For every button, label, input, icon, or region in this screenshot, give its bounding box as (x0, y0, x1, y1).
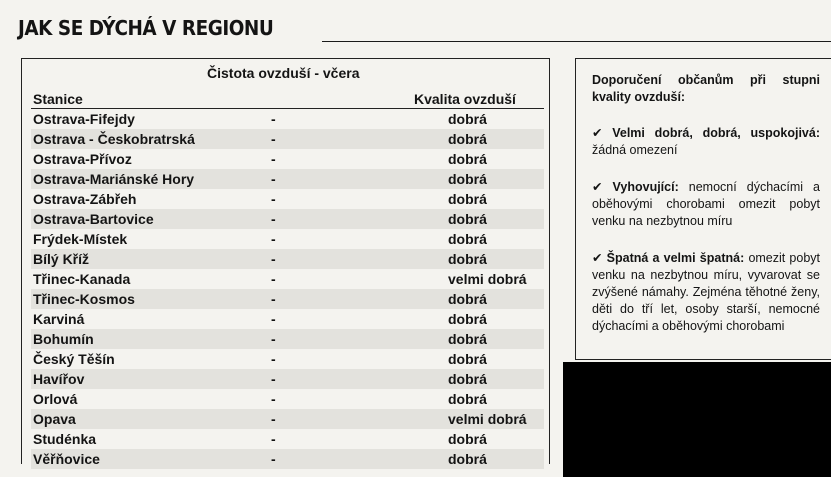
table-row (31, 189, 544, 209)
station-quality: dobrá (448, 251, 487, 267)
station-name: Karviná (33, 311, 85, 327)
headline-rule (322, 41, 831, 42)
station-name: Ostrava - Českobratrská (33, 131, 195, 147)
station-name: Bílý Kříž (33, 251, 90, 267)
advice-item-text: nemocní dýchacími a oběhovými chorobami omezit pobyt venku na nezbytnou míru (592, 180, 820, 228)
station-quality: velmi dobrá (448, 411, 527, 427)
station-dash: - (271, 451, 276, 467)
station-quality: velmi dobrá (448, 271, 527, 287)
table-title: Čistota ovzduší - včera (207, 65, 360, 81)
table-row (31, 409, 544, 429)
station-dash: - (271, 351, 276, 367)
station-quality: dobrá (448, 311, 487, 327)
check-icon: ✔ (592, 179, 603, 194)
station-name: Třinec-Kanada (33, 271, 131, 287)
table-row (31, 329, 544, 349)
station-name: Orlová (33, 391, 78, 407)
table-row (31, 269, 544, 289)
table-row (31, 169, 544, 189)
table-row (31, 369, 544, 389)
advice-intro: Doporučení občanům při stupni kvality ovzduší: (592, 73, 820, 104)
station-name: Ostrava-Přívoz (33, 151, 132, 167)
station-name: Opava (33, 411, 76, 427)
table-row (31, 149, 544, 169)
headline: JAK SE DÝCHÁ V REGIONU (18, 16, 274, 40)
station-name: Český Těšín (33, 351, 115, 367)
advice-item-very-good (592, 124, 820, 159)
station-quality: dobrá (448, 151, 487, 167)
table-row (31, 389, 544, 409)
advice-item-label: Velmi dobrá, dobrá, uspokojivá: (612, 126, 820, 140)
advice-item-label: Vyhovující: (612, 180, 679, 194)
station-dash: - (271, 231, 276, 247)
table-row (31, 229, 544, 249)
station-quality: dobrá (448, 171, 487, 187)
advice-item-label: Špatná a velmi špatná: (606, 251, 745, 265)
table-row (31, 429, 544, 449)
station-dash: - (271, 191, 276, 207)
station-name: Ostrava-Mariánské Hory (33, 171, 195, 187)
station-name: Ostrava-Bartovice (33, 211, 154, 227)
table-row (31, 209, 544, 229)
advice-item-poor (592, 249, 820, 335)
station-dash: - (271, 331, 276, 347)
station-dash: - (271, 251, 276, 267)
station-dash: - (271, 431, 276, 447)
check-icon: ✔ (592, 250, 603, 265)
station-dash: - (271, 131, 276, 147)
station-name: Bohumín (33, 331, 94, 347)
table-row (31, 449, 544, 469)
station-name: Frýdek-Místek (33, 231, 128, 247)
station-quality: dobrá (448, 131, 487, 147)
station-quality: dobrá (448, 391, 487, 407)
check-icon: ✔ (592, 125, 603, 140)
station-name: Ostrava-Zábřeh (33, 191, 137, 207)
station-quality: dobrá (448, 111, 487, 127)
station-dash: - (271, 391, 276, 407)
advice-item-acceptable (592, 178, 820, 230)
station-dash: - (271, 311, 276, 327)
table-row (31, 129, 544, 149)
station-dash: - (271, 371, 276, 387)
dark-block (563, 362, 831, 477)
station-quality: dobrá (448, 211, 487, 227)
station-quality: dobrá (448, 331, 487, 347)
station-dash: - (271, 411, 276, 427)
station-quality: dobrá (448, 351, 487, 367)
station-quality: dobrá (448, 371, 487, 387)
station-dash: - (271, 111, 276, 127)
station-name: Ostrava-Fifejdy (33, 111, 135, 127)
station-dash: - (271, 291, 276, 307)
station-dash: - (271, 271, 276, 287)
advice-item-text: žádná omezení (592, 143, 678, 157)
station-dash: - (271, 151, 276, 167)
station-name: Třinec-Kosmos (33, 291, 135, 307)
station-quality: dobrá (448, 231, 487, 247)
column-header-station: Stanice (33, 91, 83, 107)
station-quality: dobrá (448, 291, 487, 307)
station-name: Studénka (33, 431, 97, 447)
column-header-quality: Kvalita ovzduší (414, 91, 516, 107)
station-quality: dobrá (448, 431, 487, 447)
station-name: Havířov (33, 371, 85, 387)
table-row (31, 309, 544, 329)
table-row (31, 349, 544, 369)
table-row (31, 109, 544, 129)
table-row (31, 249, 544, 269)
station-dash: - (271, 211, 276, 227)
station-quality: dobrá (448, 451, 487, 467)
advice-item-text: omezit pobyt venku na nezbytnou míru, vyvarovat se zvýšené námahy. Zejména těhotné ženy, děti do tří let, osoby starší, nemocné dýchacími a oběhovými chorobami (592, 251, 821, 333)
station-quality: dobrá (448, 191, 487, 207)
station-name: Věřňovice (33, 451, 100, 467)
station-dash: - (271, 171, 276, 187)
table-row (31, 289, 544, 309)
